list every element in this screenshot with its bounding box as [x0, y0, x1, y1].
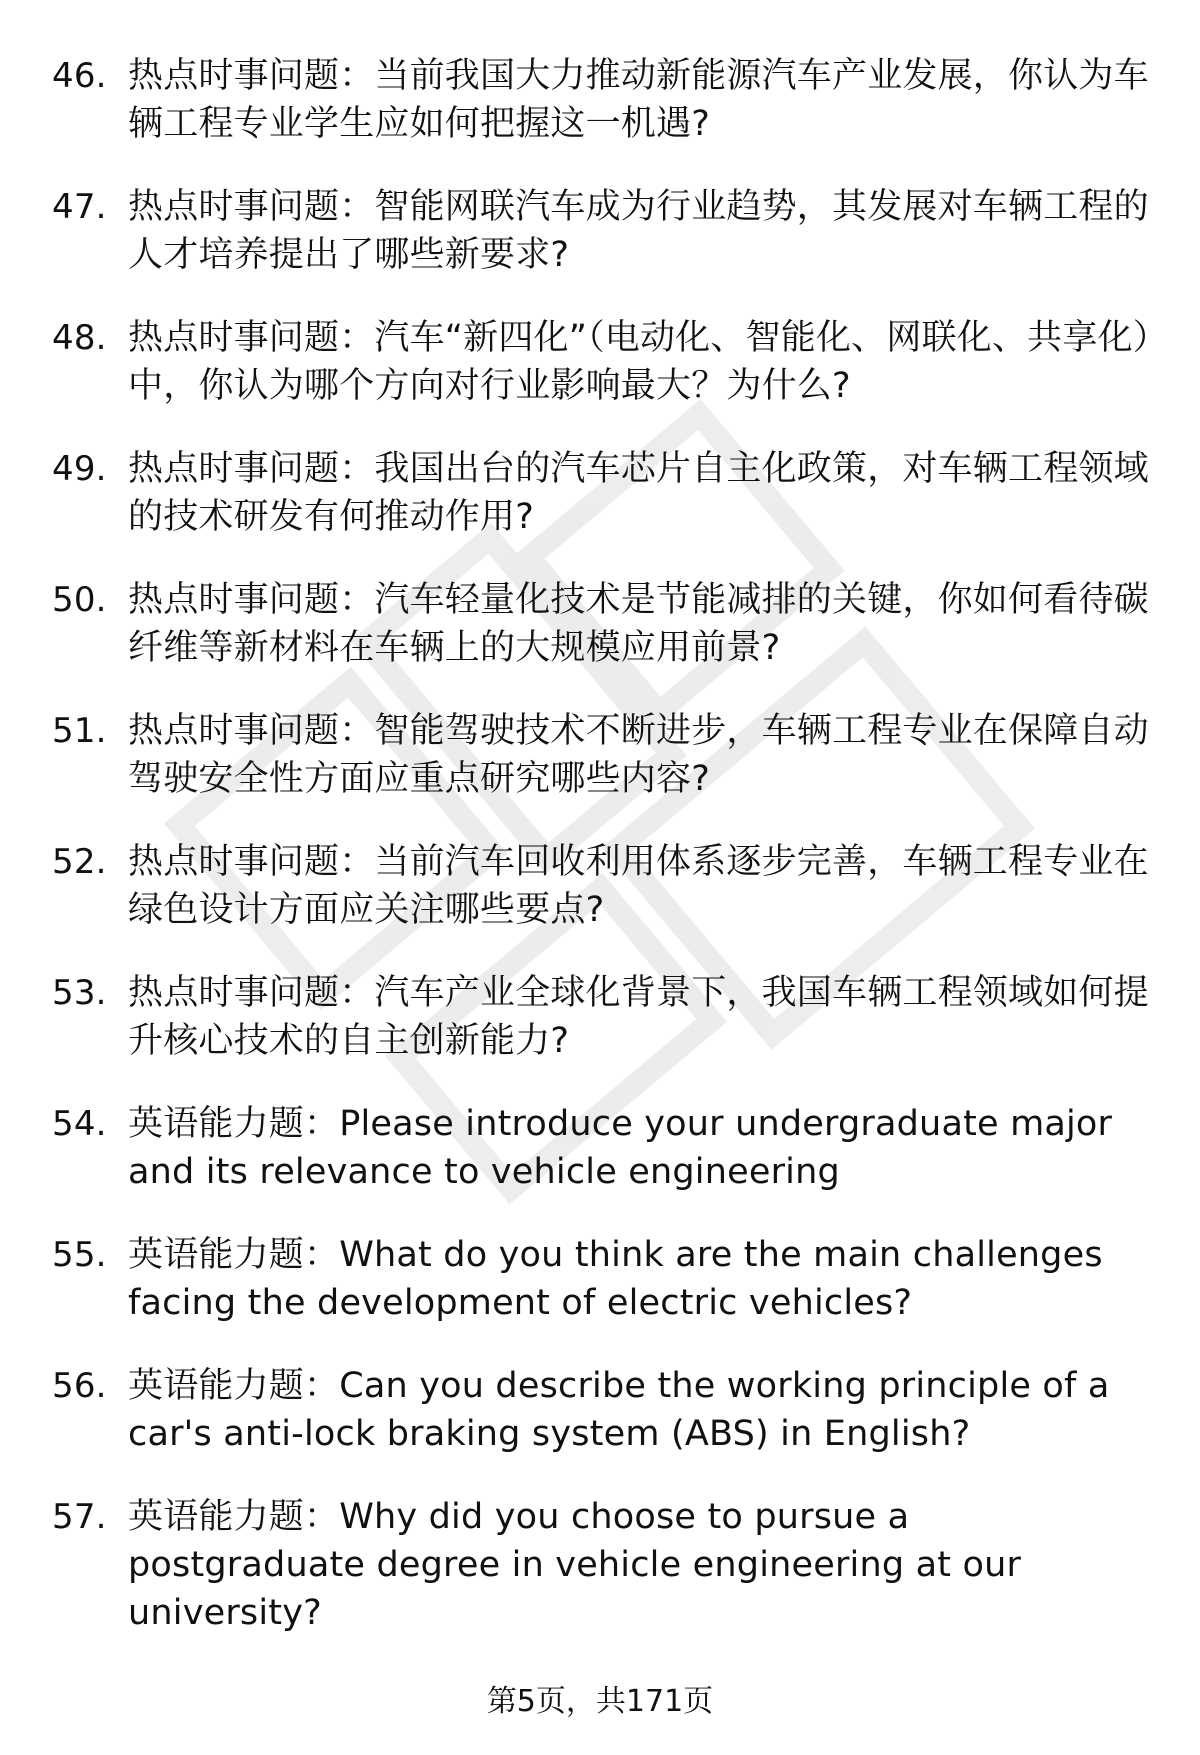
question-number: 48. — [52, 318, 107, 358]
question-text: 英语能力题：Please introduce your undergraduate major and its relevance to vehicle engineering — [128, 1104, 1113, 1192]
question-item — [52, 1362, 1152, 1458]
question-number: 57. — [52, 1497, 107, 1537]
question-item — [52, 707, 1152, 803]
question-number: 47. — [52, 187, 107, 227]
question-item — [52, 314, 1152, 410]
question-text: 热点时事问题：汽车轻量化技术是节能减排的关键，你如何看待碳纤维等新材料在车辆上的大规模应用前景? — [128, 580, 1149, 668]
question-number: 49. — [52, 449, 107, 489]
question-number: 50. — [52, 580, 107, 620]
question-number: 52. — [52, 842, 107, 882]
question-item — [52, 969, 1152, 1065]
question-item — [52, 576, 1152, 672]
question-text: 热点时事问题：当前汽车回收利用体系逐步完善，车辆工程专业在绿色设计方面应关注哪些要点? — [128, 842, 1149, 930]
question-number: 51. — [52, 711, 107, 751]
question-item — [52, 838, 1152, 934]
question-list — [52, 52, 1152, 1672]
question-text: 热点时事问题：汽车产业全球化背景下，我国车辆工程领域如何提升核心技术的自主创新能力? — [128, 973, 1149, 1061]
question-item — [52, 1100, 1152, 1196]
question-item — [52, 445, 1152, 541]
question-text: 热点时事问题：智能网联汽车成为行业趋势，其发展对车辆工程的人才培养提出了哪些新要求? — [128, 187, 1149, 275]
question-text: 热点时事问题：智能驾驶技术不断进步，车辆工程专业在保障自动驾驶安全性方面应重点研究哪些内容? — [128, 711, 1149, 799]
question-text: 热点时事问题：汽车“新四化”（电动化、智能化、网联化、共享化）中，你认为哪个方向对行业影响最大？为什么? — [128, 318, 1151, 406]
question-text: 英语能力题：Can you describe the working principle of a car's anti-lock braking system (ABS) in English? — [128, 1366, 1110, 1454]
question-number: 46. — [52, 56, 107, 96]
question-item — [52, 1231, 1152, 1327]
question-item — [52, 52, 1152, 148]
question-text: 热点时事问题：我国出台的汽车芯片自主化政策，对车辆工程领域的技术研发有何推动作用? — [128, 449, 1149, 537]
question-number: 56. — [52, 1366, 107, 1406]
question-item — [52, 1493, 1152, 1637]
question-text: 热点时事问题：当前我国大力推动新能源汽车产业发展，你认为车辆工程专业学生应如何把握这一机遇? — [128, 56, 1149, 144]
question-text: 英语能力题：Why did you choose to pursue a postgraduate degree in vehicle engineering at our university? — [128, 1497, 1022, 1633]
question-item — [52, 183, 1152, 279]
page-number-footer: 第5页，共171页 — [486, 1684, 714, 1719]
question-number: 55. — [52, 1235, 107, 1275]
question-text: 英语能力题：What do you think are the main challenges facing the development of electric vehicles? — [128, 1235, 1103, 1323]
question-number: 54. — [52, 1104, 107, 1144]
question-number: 53. — [52, 973, 107, 1013]
